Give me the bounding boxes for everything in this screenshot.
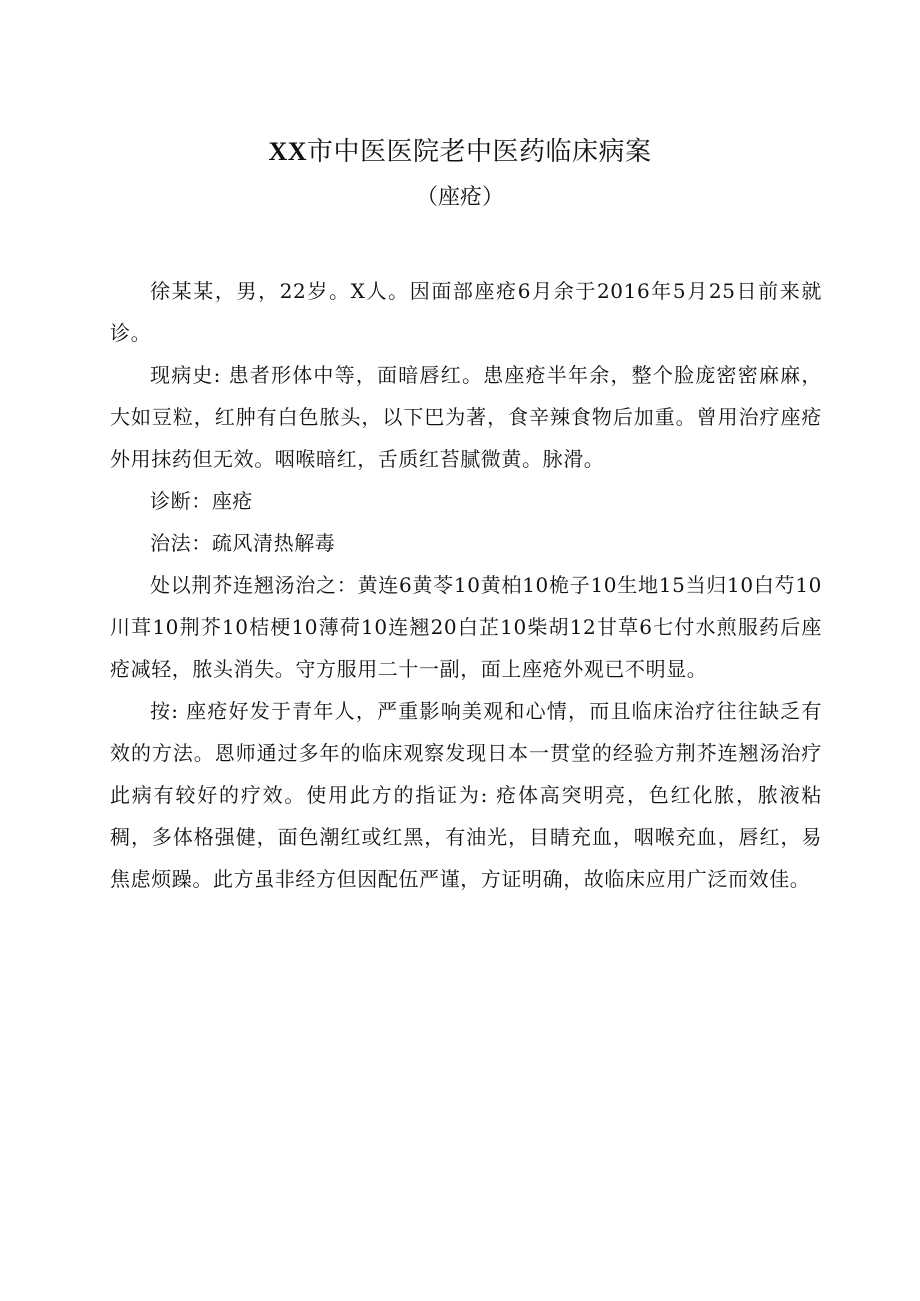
history-label: 现病史:: [150, 363, 221, 387]
treatment-label: 治法：: [150, 531, 212, 555]
comment-label: 按:: [150, 699, 179, 723]
intro-paragraph: 徐某某，男，22岁。X人。因面部座疮6月余于2016年5月25日前来就诊。: [110, 279, 822, 345]
case-body: [110, 270, 822, 900]
title-text: 市中医医院老中医药临床病案: [307, 137, 652, 167]
history-paragraph: [110, 354, 822, 480]
diagnosis-label: 诊断：: [150, 489, 212, 513]
treatment-text: 疏风清热解毒: [211, 531, 336, 555]
title-block: [0, 128, 920, 220]
diagnosis-text: 座疮: [211, 489, 254, 513]
document-subtitle: （座疮）: [415, 185, 504, 210]
diagnosis-paragraph: [110, 480, 822, 522]
prescription-paragraph: 处以荆芥连翘汤治之：黄连6黄苓10黄柏10桅子10生地15当归10白芍10川茸10荆芥10桔梗10薄荷10连翘20白芷10柴胡12甘草6七付水煎服药后座疮减轻，脓头消失。守方服用二十一副，面上座疮外观已不明显。: [110, 573, 822, 681]
comment-paragraph: [110, 690, 822, 900]
comment-text: 座疮好发于青年人，严重影响美观和心情，而且临床治疗往往缺乏有效的方法。恩师通过多年的临床观察发现日本一贯堂的经验方荆芥连翘汤治疗此病有较好的疗效。使用此方的指证为: 疮体高突明亮，色红化脓，脓液粘稠，多体格强健，面色潮红或红黑，有油光，目睛充血，咽喉充血，唇红，易焦虑烦躁。此方虽非经方但因配伍严谨，方证明确，故临床应用广泛而效佳。: [110, 699, 822, 891]
treatment-paragraph: [110, 522, 822, 564]
history-text: 患者形体中等，面暗唇红。患座疮半年余，整个脸庞密密麻麻，大如豆粒，红肿有白色脓头，以下巴为著，食辛辣食物后加重。曾用治疗座疮外用抹药但无效。咽喉暗红，舌质红苔腻微黄。脉滑。: [110, 363, 823, 471]
document-title: [0, 128, 920, 176]
title-prefix: XX: [268, 137, 308, 166]
